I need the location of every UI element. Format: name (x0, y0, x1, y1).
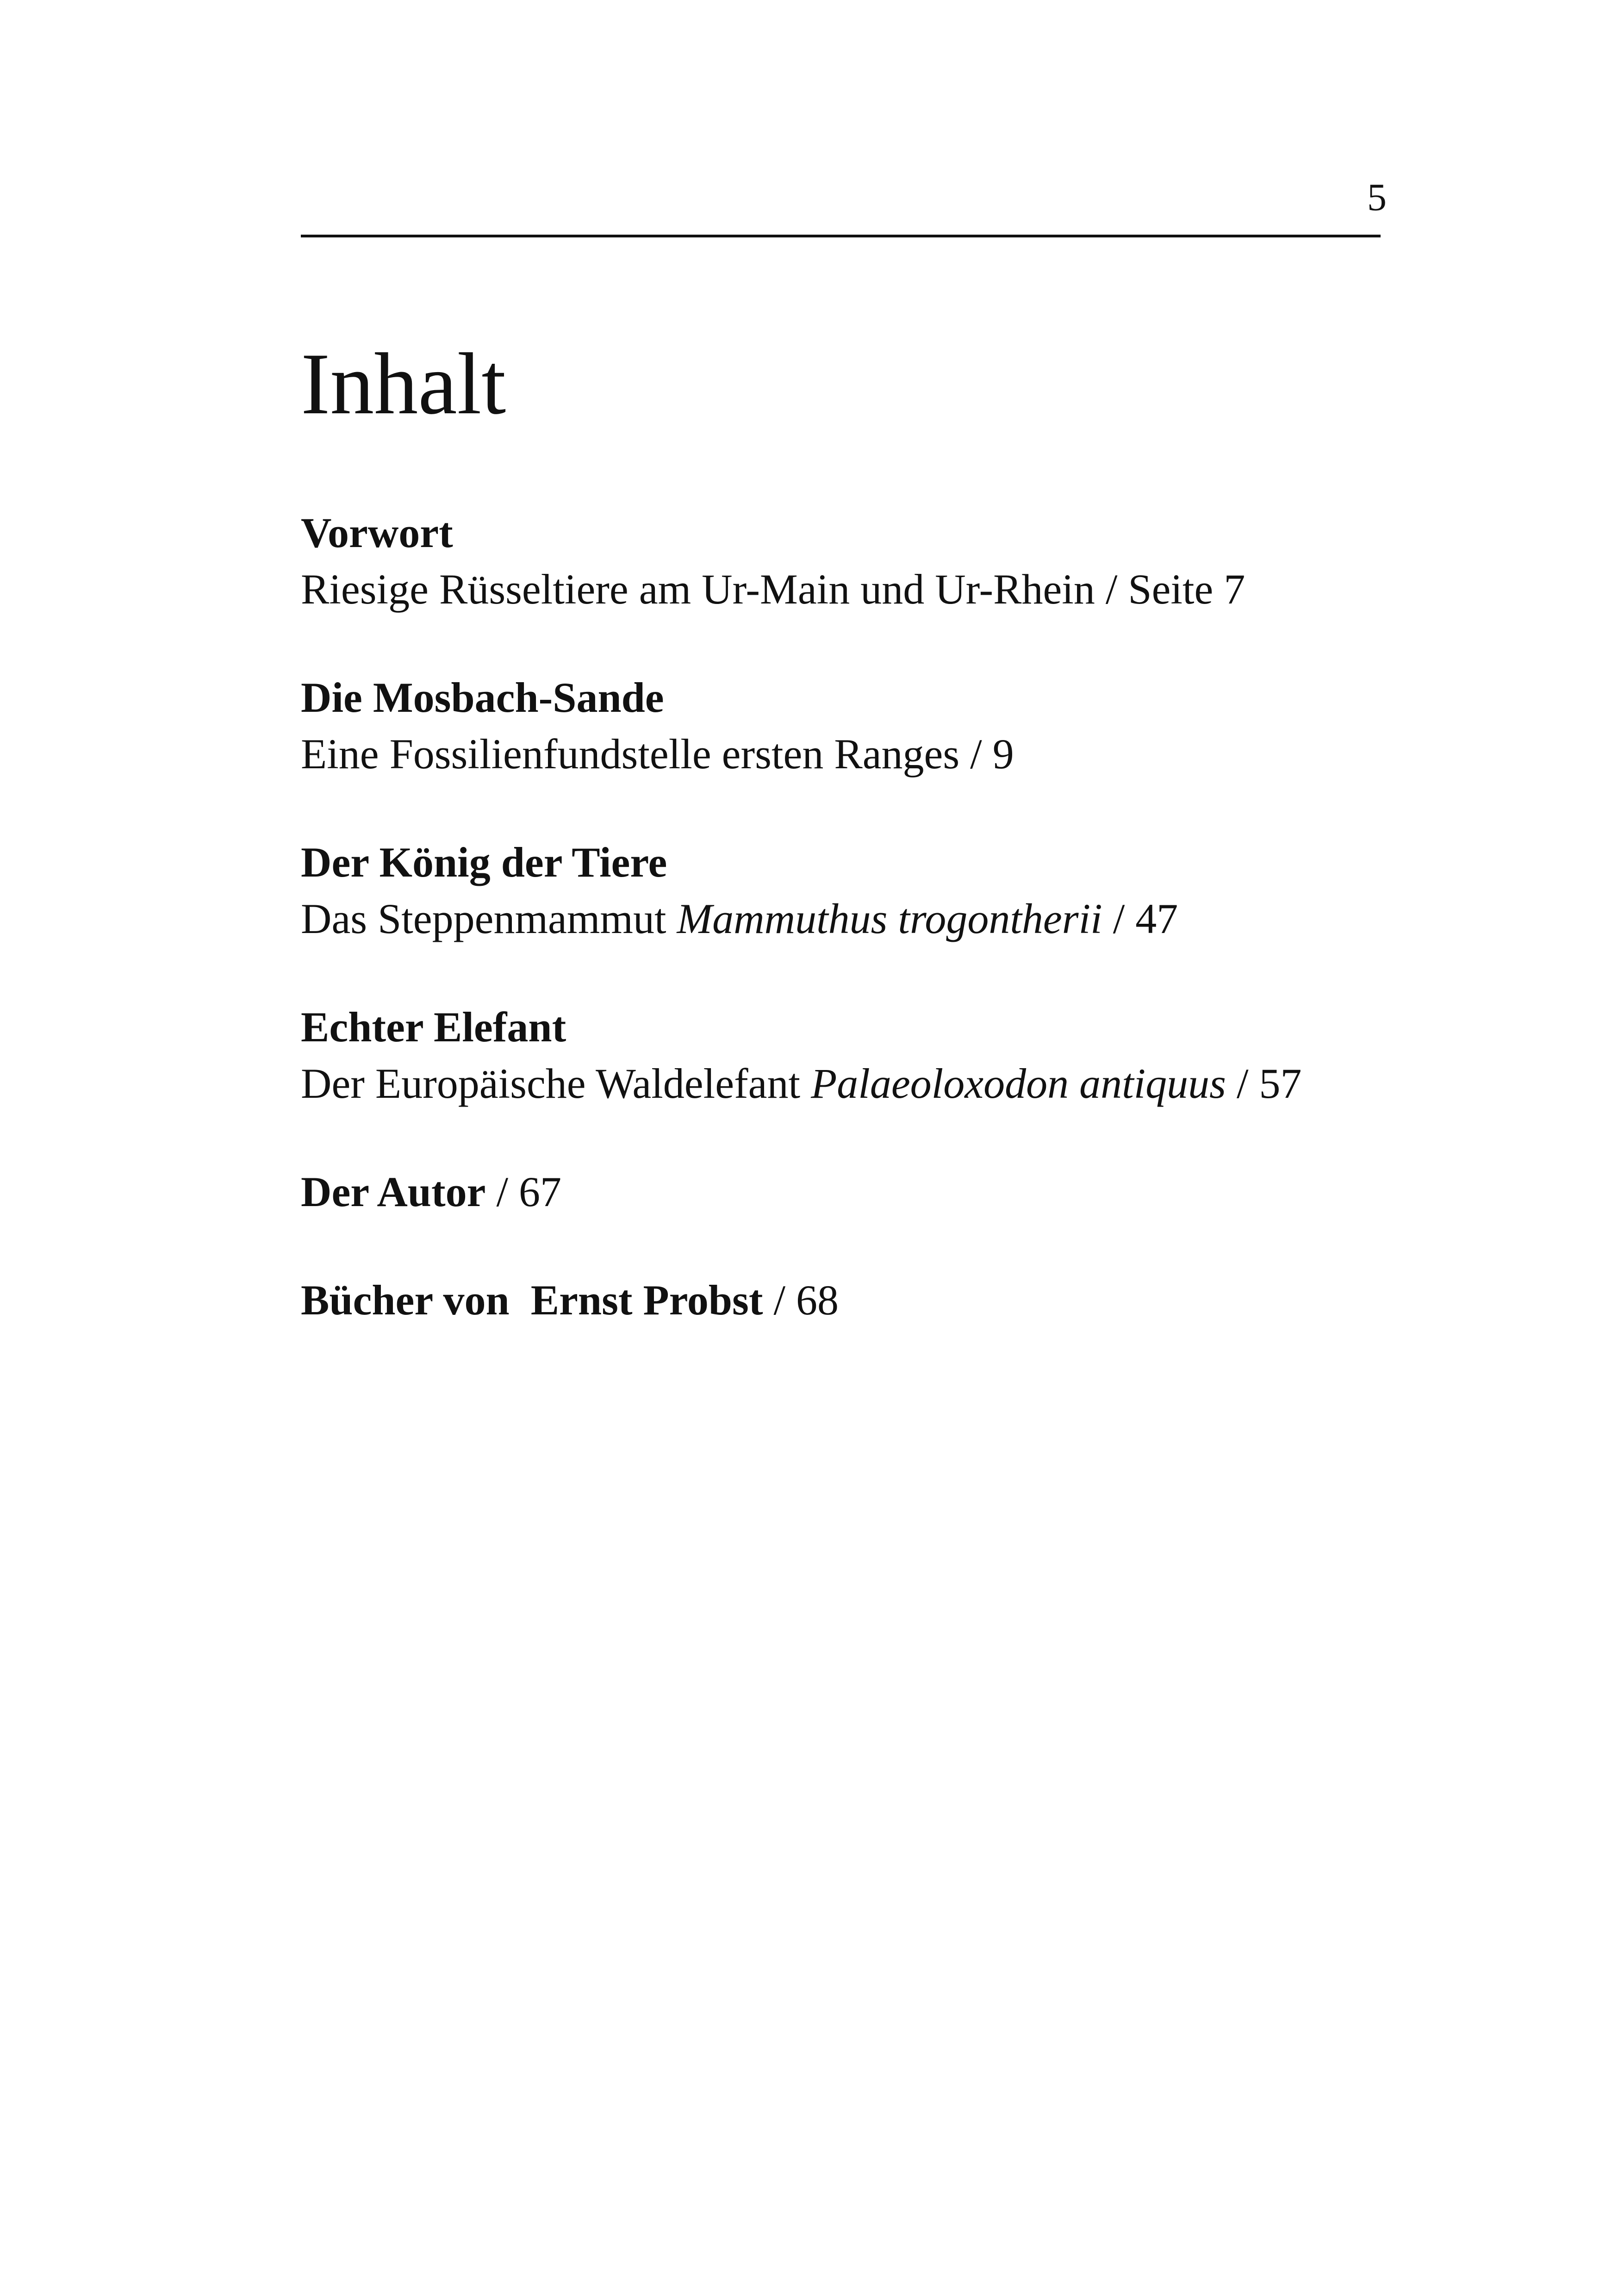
toc-entry[interactable] (301, 834, 1412, 947)
toc-entry-title: Vorwort (301, 509, 453, 556)
toc-entry-title: Der König der Tiere (301, 839, 667, 886)
table-of-contents (301, 504, 1412, 1328)
toc-entry[interactable] (301, 999, 1412, 1112)
toc-entry-subtitle: Eine Fossilienfundstelle ersten Ranges / 9 (301, 730, 1014, 778)
toc-entry-title: Der Autor (301, 1168, 486, 1215)
page-reference: / 57 (1226, 1060, 1302, 1107)
toc-entry[interactable] (301, 1164, 1412, 1220)
toc-entry-line (301, 1164, 1412, 1220)
page-reference: / 47 (1102, 895, 1178, 942)
toc-entry-title: Echter Elefant (301, 1003, 566, 1051)
header-rule (301, 235, 1381, 237)
toc-entry-title: Bücher von Ernst Probst (301, 1276, 763, 1324)
page-reference: / 67 (485, 1168, 562, 1215)
page-reference: / 68 (763, 1276, 839, 1324)
toc-entry[interactable] (301, 504, 1412, 617)
page-title: Inhalt (301, 336, 506, 433)
toc-entry[interactable] (301, 669, 1412, 782)
toc-entry[interactable] (301, 1272, 1412, 1328)
toc-entry-subtitle (301, 890, 1412, 947)
toc-entry-title: Die Mosbach-Sande (301, 674, 664, 721)
species-name: Palaeoloxodon antiquus (811, 1060, 1226, 1107)
toc-entry-subtitle (301, 1055, 1412, 1112)
page-number: 5 (1367, 176, 1387, 219)
species-name: Mammuthus trogontherii (677, 895, 1102, 942)
subtitle-text: Der Europäische Waldelefant (301, 1060, 811, 1107)
toc-entry-subtitle: Riesige Rüsseltiere am Ur-Main und Ur-Rhein / Seite 7 (301, 566, 1245, 613)
toc-entry-line (301, 1272, 1412, 1328)
subtitle-text: Das Steppenmammut (301, 895, 677, 942)
